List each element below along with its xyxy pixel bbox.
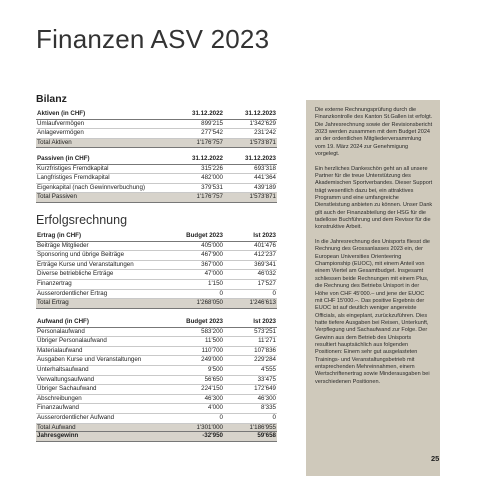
row-value: 1'246'613	[224, 299, 277, 309]
table-row	[36, 164, 277, 174]
row-label: Umlaufvermögen	[36, 119, 171, 129]
table-row	[36, 241, 277, 251]
table-row	[36, 174, 277, 184]
table-row	[36, 270, 277, 280]
table-row	[36, 365, 277, 375]
table-row	[36, 119, 277, 129]
row-value: 1'176'757	[171, 193, 224, 203]
row-label: Jahresgewinn	[36, 432, 171, 442]
ertrag-table	[36, 232, 277, 309]
row-label: Diverse betriebliche Erträge	[36, 270, 171, 280]
row-value: 1'573'871	[224, 138, 277, 148]
erfolgsrechnung-heading: Erfolgsrechnung	[36, 213, 128, 227]
row-label: Eigenkapital (nach Gewinnverbuchung)	[36, 183, 171, 193]
row-label: Langfristiges Fremdkapital	[36, 174, 171, 184]
row-value: 59'658	[224, 432, 277, 442]
row-label: Total Ertrag	[36, 299, 171, 309]
row-value: 56'650	[171, 375, 224, 385]
table-row	[36, 375, 277, 385]
row-value: 583'200	[171, 327, 224, 337]
sidebar-textbox	[306, 100, 440, 476]
row-value: 899'215	[171, 119, 224, 129]
row-value: 1'176'757	[171, 138, 224, 148]
table-row	[36, 138, 277, 148]
row-value: 277'542	[171, 129, 224, 139]
row-value: Ist 2023	[224, 232, 277, 241]
row-value: 31.12.2022	[171, 155, 224, 164]
row-value: 1'342'629	[224, 119, 277, 129]
row-value: 401'476	[224, 241, 277, 251]
sidebar-paragraph: Ein herzliches Dankeschön geht an all unsere Partner für die treue Unterstützung des Akademischen Sportverbandes. Dieser Support trägt wesentlich dazu bei, ein attraktives Programm und eine umfangreiche Dienstleistung anbieten zu können. Unser Dank gilt auch der Finanzabteilung der HSG für die tadellose Buchführung und dem Revisor für die konstruktive Arbeit.	[315, 165, 433, 231]
row-value: 482'000	[171, 174, 224, 184]
row-value: Budget 2023	[171, 232, 224, 241]
row-value: 405'000	[171, 241, 224, 251]
row-label: Total Aktiven	[36, 138, 171, 148]
row-value: 107'836	[224, 346, 277, 356]
table-row	[36, 299, 277, 309]
table-row	[36, 327, 277, 337]
row-label: Aktiven (in CHF)	[36, 110, 171, 119]
row-label: Verwaltungsaufwand	[36, 375, 171, 385]
table-row	[36, 232, 277, 241]
row-label: Anlagevermögen	[36, 129, 171, 139]
row-label: Abschreibungen	[36, 394, 171, 404]
row-value: 31.12.2022	[171, 110, 224, 119]
page-number: 25	[431, 454, 440, 463]
row-value: 1'150	[171, 279, 224, 289]
row-value: 0	[171, 413, 224, 423]
row-label: Materialaufwand	[36, 346, 171, 356]
row-label: Kurzfristiges Fremdkapital	[36, 164, 171, 174]
table-row	[36, 279, 277, 289]
table-row	[36, 129, 277, 139]
aktiven-table	[36, 110, 277, 148]
row-value: 231'242	[224, 129, 277, 139]
table-row	[36, 404, 277, 414]
table-row	[36, 337, 277, 347]
row-value: 0	[224, 289, 277, 299]
row-value: -32'950	[171, 432, 224, 442]
row-value: 46'300	[224, 394, 277, 404]
sidebar-paragraph: Die externe Rechnungsprüfung durch die Finanzkontrolle des Kanton St.Gallen ist erfolgt. Die Jahresrechnung sowie der Revisionsbericht 2023 werden zusammen mit dem Budget 2024 an der ordentlichen Mitgliederversammlung vom 19. März 2024 zur Genehmigung vorgelegt.	[315, 107, 433, 158]
row-value: 4'555	[224, 365, 277, 375]
row-value: 110'700	[171, 346, 224, 356]
row-value: 11'500	[171, 337, 224, 347]
row-value: 369'341	[224, 260, 277, 270]
row-label: Passiven (in CHF)	[36, 155, 171, 164]
row-value: 46'032	[224, 270, 277, 280]
table-row	[36, 385, 277, 395]
row-value: 573'251	[224, 327, 277, 337]
row-value: 31.12.2023	[224, 155, 277, 164]
table-row	[36, 155, 277, 164]
row-value: 4'000	[171, 404, 224, 414]
table-row	[36, 251, 277, 261]
row-value: 315'226	[171, 164, 224, 174]
row-value: 0	[224, 413, 277, 423]
aufwand-table	[36, 318, 277, 433]
bilanz-heading: Bilanz	[36, 93, 67, 105]
row-value: 412'237	[224, 251, 277, 261]
row-value: 47'000	[171, 270, 224, 280]
row-value: 31.12.2023	[224, 110, 277, 119]
row-value: 379'531	[171, 183, 224, 193]
row-label: Finanzertrag	[36, 279, 171, 289]
table-row	[36, 394, 277, 404]
row-label: Total Passiven	[36, 193, 171, 203]
passiven-table	[36, 155, 277, 203]
row-value: Budget 2023	[171, 318, 224, 327]
row-label: Erträge Kurse und Veranstaltungen	[36, 260, 171, 270]
row-label: Ausgaben Kurse und Veranstaltungen	[36, 356, 171, 366]
row-value: 8'335	[224, 404, 277, 414]
row-value: 1'301'000	[171, 423, 224, 433]
row-label: Ertrag (in CHF)	[36, 232, 171, 241]
row-value: 1'186'955	[224, 423, 277, 433]
row-label: Finanzaufwand	[36, 404, 171, 414]
table-row	[36, 356, 277, 366]
page-title: Finanzen ASV 2023	[36, 24, 270, 54]
table-row	[36, 260, 277, 270]
table-row	[36, 432, 277, 442]
row-value: 441'364	[224, 174, 277, 184]
table-row	[36, 289, 277, 299]
row-label: Übriger Sachaufwand	[36, 385, 171, 395]
row-value: 11'271	[224, 337, 277, 347]
sidebar-paragraph: In die Jahresrechnung des Unisports fliesst die Rechnung des Grossanlasses 2023 ein, der European Universities Orienteering Championship (EUOC), mit einem Anteil von einem Viertel am Gesamtbudget. Insgesamt schliessen beide Rechnungen mit einem Plus, die Rechnung des Betriebs Unisport in der Höhe von CHF 45'000.– und jene der EUOC mit CHF 15'000.–. Das positive Ergebnis der EUOC ist auf deutlich weniger angereiste Officials, als eingeplant, zurückzuführen. Dies hatte tiefere Ausgaben bei Reisen, Unterkunft, Verpflegung und Sachaufwand zur Folge. Der Gewinn aus dem Betrieb des Unisports resultiert hauptsächlich aus folgenden Positionen: Einem sehr gut ausgelasteten Trainings- und Veranstaltungsbetrieb mit entsprechenden Mehreinnahmen, einem Wertschriftenertrag sowie Minderausgaben bei verschiedenen Positionen.	[315, 239, 431, 385]
row-value: 439'189	[224, 183, 277, 193]
table-row	[36, 413, 277, 423]
row-label: Ausserordentlicher Ertrag	[36, 289, 171, 299]
row-value: 1'268'050	[171, 299, 224, 309]
row-value: 9'500	[171, 365, 224, 375]
row-value: 467'900	[171, 251, 224, 261]
row-value: 367'000	[171, 260, 224, 270]
jahresgewinn-table	[36, 431, 277, 442]
table-row	[36, 346, 277, 356]
row-value: 249'000	[171, 356, 224, 366]
row-label: Ausserordentlicher Aufwand	[36, 413, 171, 423]
row-value: 46'300	[171, 394, 224, 404]
row-value: 17'527	[224, 279, 277, 289]
row-value: 229'284	[224, 356, 277, 366]
table-row	[36, 318, 277, 327]
row-value: 224'150	[171, 385, 224, 395]
row-label: Beiträge Mitglieder	[36, 241, 171, 251]
row-value: 0	[171, 289, 224, 299]
row-label: Unterhaltsaufwand	[36, 365, 171, 375]
row-value: 172'649	[224, 385, 277, 395]
row-label: Aufwand (in CHF)	[36, 318, 171, 327]
row-value: Ist 2023	[224, 318, 277, 327]
table-row	[36, 110, 277, 119]
table-row	[36, 183, 277, 193]
row-value: 33'475	[224, 375, 277, 385]
row-value: 693'318	[224, 164, 277, 174]
row-label: Total Aufwand	[36, 423, 171, 433]
row-label: Übriger Personalaufwand	[36, 337, 171, 347]
row-label: Personalaufwand	[36, 327, 171, 337]
table-row	[36, 193, 277, 203]
row-label: Sponsoring und übrige Beiträge	[36, 251, 171, 261]
row-value: 1'573'871	[224, 193, 277, 203]
